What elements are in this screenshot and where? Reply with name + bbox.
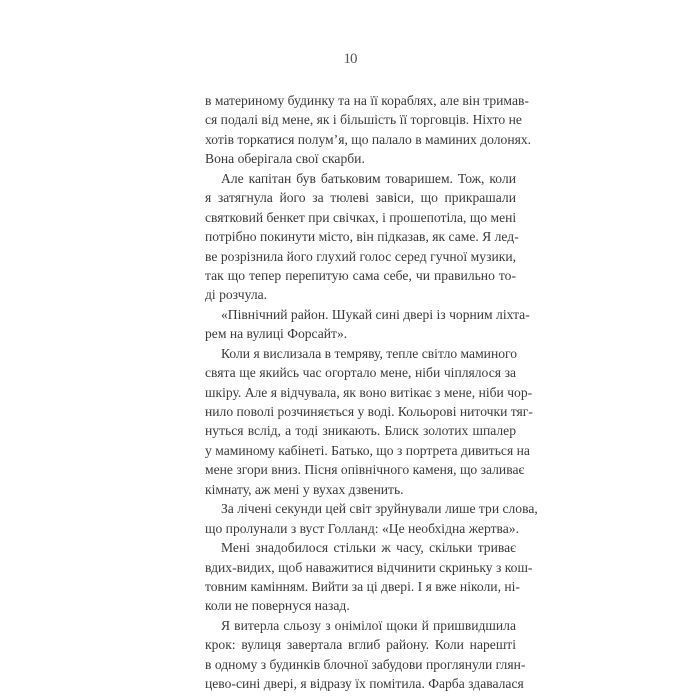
text-line: так що тепер перепитую сама себе, чи правильно то- xyxy=(205,267,516,283)
page-number: 10 xyxy=(343,51,357,67)
paragraph xyxy=(205,305,530,344)
text-line: товним камінням. Вийти за ці двері. І я вже ніколи, ні- xyxy=(205,578,520,594)
paragraph xyxy=(205,169,519,305)
text-line: рем на вулиці Форсайт». xyxy=(205,326,348,342)
text-line: я затягнула його за тюлеві завіси, що прикрашали xyxy=(205,190,516,206)
body-text xyxy=(205,91,538,694)
text-line: в материному будинку та на її кораблях, але він тримав- xyxy=(205,93,529,108)
text-line: кімнату, аж мені у вухах дзвенить. xyxy=(205,481,404,497)
text-line: За лічені секунди цей світ зруйнували лише три слова, xyxy=(221,501,538,517)
paragraph xyxy=(205,538,533,616)
text-line: нило поволі розчиняється у воді. Кольорові ниточки тяг- xyxy=(205,404,533,419)
text-line: мене згори вниз. Пісня опівнічного каменя, що заливає xyxy=(205,462,525,478)
text-line: ве розрізнила його глухий голос серед гучної музики, xyxy=(205,248,516,264)
text-line: хотів торкатися полум’я, що палало в маминих долонях. xyxy=(205,131,532,147)
paragraph xyxy=(205,499,538,538)
text-line: свята ще якийсь час огортало мене, ніби чіплялося за xyxy=(205,365,516,381)
text-line: нуться вслід, а тоді зникають. Блиск золотих шпалер xyxy=(205,423,516,439)
text-line: ся подалі від мене, як і більшість її торговців. Ніхто не xyxy=(205,112,522,128)
text-line: цево-сині двері, я відразу їх помітила. Фарба здавалася xyxy=(205,676,524,692)
text-line: у маминому кабінеті. Батько, що з портрета дивиться на xyxy=(205,442,530,458)
text-line: в одному з будинків блочної забудови проглянули глян- xyxy=(205,656,526,672)
text-line: Коли я вислизала в темряву, тепле світло маминого xyxy=(221,345,518,361)
paragraph xyxy=(205,616,526,694)
text-line: Але капітан був батьковим товаришем. Тож, коли xyxy=(221,170,516,186)
text-line: що пролунали з вуст Голланд: «Це необхідна жертва». xyxy=(205,520,519,536)
text-line: «Північний район. Шукай сині двері із чорним ліхта- xyxy=(221,306,530,322)
text-line: шкіру. Але я відчувала, як воно витікає з мене, ніби чор- xyxy=(205,384,533,400)
text-line: вдих-видих, щоб наважитися відчинити скриньку з кош- xyxy=(205,559,533,575)
text-line: крок: вулиця завертала вглиб району. Коли нарешті xyxy=(205,637,516,653)
text-line: потрібно покинути місто, він підказав, як саме. Я лед- xyxy=(205,229,519,245)
text-line: ді розчула. xyxy=(205,287,268,303)
paragraph xyxy=(205,91,532,169)
text-line: Мені знадобилося стільки ж часу, скільки триває xyxy=(221,540,516,556)
text-line: Я витерла сльозу з онімілої щоки й пришвидшила xyxy=(221,617,516,633)
text-line: святковий бенкет при свічках, і прошепотіла, що мені xyxy=(205,209,517,225)
text-line: Вона оберігала свої скарби. xyxy=(205,151,365,167)
paragraph xyxy=(205,344,533,500)
text-line: коли не повернуся назад. xyxy=(205,598,350,614)
